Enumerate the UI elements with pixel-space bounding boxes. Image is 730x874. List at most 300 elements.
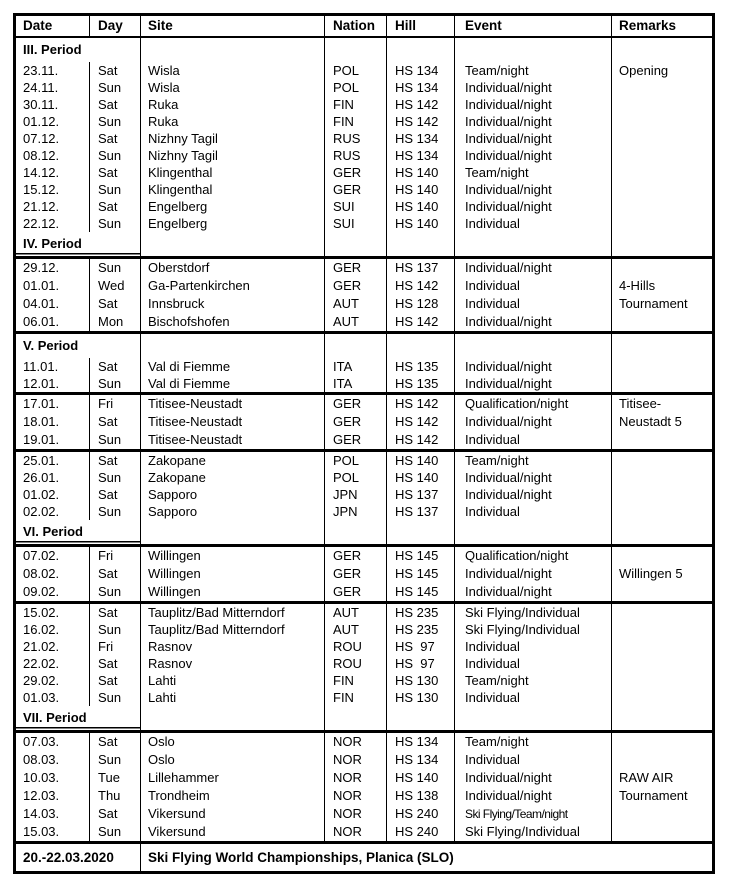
hill-cell: HS 142 (387, 113, 455, 130)
calendar-row (16, 181, 712, 198)
date-cell: 22.02. (16, 655, 90, 672)
nation-cell: GER (325, 413, 387, 431)
event-cell: Individual/night (455, 130, 612, 147)
period-label-row (16, 334, 712, 358)
row-group (16, 604, 712, 706)
day-cell: Sat (90, 565, 141, 583)
date-cell: 12.03. (16, 787, 90, 805)
event-cell (455, 520, 612, 544)
event-cell: Individual/night (455, 181, 612, 198)
date-cell: 25.01. (16, 452, 90, 469)
date-cell: 24.11. (16, 79, 90, 96)
date-cell: 11.01. (16, 358, 90, 375)
nation-cell: RUS (325, 147, 387, 164)
date-cell: 15.03. (16, 823, 90, 841)
day-cell: Sun (90, 689, 141, 706)
remarks-cell: Tournament (619, 296, 688, 311)
date-cell: 06.01. (16, 313, 90, 331)
date-cell: 10.03. (16, 769, 90, 787)
nation-cell: JPN (325, 503, 387, 520)
site-cell: Zakopane (141, 469, 325, 486)
hill-cell: HS 235 (387, 621, 455, 638)
remarks-cell (612, 313, 712, 331)
calendar-row (16, 486, 712, 503)
event-cell: Team/night (455, 452, 612, 469)
remarks-cell (612, 375, 712, 392)
day-cell: Sun (90, 469, 141, 486)
hill-cell: HS 140 (387, 198, 455, 215)
site-cell (141, 334, 325, 358)
hill-cell (387, 706, 455, 730)
date-cell: 21.12. (16, 198, 90, 215)
event-cell: Qualification/night (455, 547, 612, 565)
remarks-cell (612, 358, 712, 375)
hill-cell: HS 145 (387, 583, 455, 601)
site-cell (141, 520, 325, 544)
site-cell: Ruka (141, 96, 325, 113)
calendar-row (16, 583, 712, 601)
calendar-row (16, 733, 712, 751)
site-cell: Sapporo (141, 503, 325, 520)
day-cell: Sun (90, 823, 141, 841)
hill-cell: HS 134 (387, 79, 455, 96)
hill-cell: HS 142 (387, 96, 455, 113)
nation-cell: ROU (325, 638, 387, 655)
header-nation: Nation (325, 16, 387, 36)
date-cell: 26.01. (16, 469, 90, 486)
day-cell: Sat (90, 164, 141, 181)
tournament-box (16, 256, 712, 334)
site-cell: Oberstdorf (141, 259, 325, 277)
event-cell: Individual/night (455, 259, 612, 277)
hill-cell: HS 137 (387, 503, 455, 520)
remarks-cell (612, 689, 712, 706)
calendar-row (16, 259, 712, 277)
date-cell: 01.02. (16, 486, 90, 503)
hill-cell: HS 130 (387, 689, 455, 706)
event-cell: Team/night (455, 164, 612, 181)
header-date: Date (16, 16, 90, 36)
day-cell: Sun (90, 215, 141, 232)
remarks-cell: Titisee- (619, 396, 662, 411)
day-cell: Mon (90, 313, 141, 331)
site-cell: Willingen (141, 583, 325, 601)
event-cell: Individual/night (455, 79, 612, 96)
calendar-row (16, 147, 712, 164)
calendar-row (16, 62, 712, 79)
event-cell: Individual/night (455, 147, 612, 164)
site-cell: Engelberg (141, 215, 325, 232)
site-cell: Willingen (141, 565, 325, 583)
site-cell: Innsbruck (141, 295, 325, 313)
event-cell: Individual/night (455, 565, 612, 583)
remarks-cell (612, 520, 712, 544)
day-cell: Wed (90, 277, 141, 295)
remarks-cell (612, 604, 712, 621)
remarks-cell (612, 232, 712, 256)
date-cell: 18.01. (16, 413, 90, 431)
remarks-cell (612, 655, 712, 672)
hill-cell (387, 232, 455, 256)
remarks-cell (612, 621, 712, 638)
date-cell: 14.12. (16, 164, 90, 181)
remarks-cell (612, 113, 712, 130)
row-group (16, 62, 712, 232)
remarks-cell (612, 164, 712, 181)
header-hill: Hill (387, 16, 455, 36)
site-cell: Sapporo (141, 486, 325, 503)
day-cell: Sat (90, 733, 141, 751)
day-cell: Sun (90, 583, 141, 601)
event-cell: Individual/night (455, 96, 612, 113)
hill-cell: HS 138 (387, 787, 455, 805)
day-cell: Sat (90, 130, 141, 147)
calendar-row (16, 689, 712, 706)
site-cell: Klingenthal (141, 181, 325, 198)
remarks-cell (612, 751, 712, 769)
hill-cell: HS 137 (387, 259, 455, 277)
calendar-row (16, 313, 712, 331)
site-cell: Titisee-Neustadt (141, 431, 325, 449)
date-cell: 23.11. (16, 62, 90, 79)
day-cell: Sat (90, 452, 141, 469)
remarks-cell (612, 181, 712, 198)
event-cell: Individual (455, 431, 612, 449)
site-cell: Vikersund (141, 823, 325, 841)
calendar-row (16, 604, 712, 621)
date-cell: 15.02. (16, 604, 90, 621)
date-cell: 30.11. (16, 96, 90, 113)
date-cell: 01.12. (16, 113, 90, 130)
day-cell: Fri (90, 547, 141, 565)
remarks-cell (612, 96, 712, 113)
calendar-row (16, 452, 712, 469)
period-label-row (16, 38, 712, 62)
remarks-cell (612, 198, 712, 215)
nation-cell: JPN (325, 486, 387, 503)
remarks-cell (612, 503, 712, 520)
tournament-box (16, 544, 712, 604)
remarks-cell (612, 823, 712, 841)
date-cell: 21.02. (16, 638, 90, 655)
date-cell: 08.02. (16, 565, 90, 583)
nation-cell: NOR (325, 805, 387, 823)
nation-cell: POL (325, 62, 387, 79)
day-cell: Sun (90, 181, 141, 198)
event-cell: Ski Flying/Team/night (455, 805, 612, 823)
site-cell: Lillehammer (141, 769, 325, 787)
calendar-row (16, 164, 712, 181)
nation-cell: NOR (325, 769, 387, 787)
period-label: VII. Period (16, 706, 141, 730)
period-label-row (16, 706, 712, 730)
hill-cell: HS 134 (387, 147, 455, 164)
calendar-row (16, 751, 712, 769)
day-cell: Sun (90, 375, 141, 392)
remarks-cell (612, 215, 712, 232)
nation-cell: AUT (325, 295, 387, 313)
date-cell: 22.12. (16, 215, 90, 232)
event-cell: Individual (455, 689, 612, 706)
period-label-row (16, 520, 712, 544)
event-cell: Individual (455, 638, 612, 655)
nation-cell (325, 38, 387, 62)
nation-cell: GER (325, 547, 387, 565)
calendar-row (16, 277, 712, 295)
site-cell: Oslo (141, 751, 325, 769)
hill-cell: HS 145 (387, 565, 455, 583)
site-cell: Klingenthal (141, 164, 325, 181)
day-cell: Sat (90, 358, 141, 375)
calendar-row (16, 503, 712, 520)
calendar-row (16, 805, 712, 823)
nation-cell: GER (325, 431, 387, 449)
date-cell: 07.12. (16, 130, 90, 147)
hill-cell: HS 134 (387, 751, 455, 769)
day-cell: Tue (90, 769, 141, 787)
tournament-box (16, 392, 712, 452)
calendar-row (16, 672, 712, 689)
site-cell (141, 38, 325, 62)
site-cell: Tauplitz/Bad Mitterndorf (141, 604, 325, 621)
site-cell: Trondheim (141, 787, 325, 805)
nation-cell: AUT (325, 313, 387, 331)
event-cell: Individual/night (455, 486, 612, 503)
nation-cell: SUI (325, 198, 387, 215)
event-cell: Individual/night (455, 413, 612, 431)
nation-cell: NOR (325, 787, 387, 805)
site-cell: Tauplitz/Bad Mitterndorf (141, 621, 325, 638)
period-label-row (16, 232, 712, 256)
calendar-row (16, 655, 712, 672)
event-cell: Qualification/night (455, 395, 612, 413)
nation-cell: RUS (325, 130, 387, 147)
site-cell: Rasnov (141, 638, 325, 655)
calendar-row (16, 295, 712, 313)
site-cell: Wisla (141, 79, 325, 96)
nation-cell: FIN (325, 672, 387, 689)
remarks-cell: Neustadt 5 (619, 414, 682, 429)
hill-cell: HS 128 (387, 295, 455, 313)
nation-cell: NOR (325, 751, 387, 769)
event-cell: Individual/night (455, 198, 612, 215)
nation-cell: ITA (325, 375, 387, 392)
site-cell: Ruka (141, 113, 325, 130)
day-cell: Sun (90, 431, 141, 449)
hill-cell: HS 140 (387, 164, 455, 181)
day-cell: Sat (90, 62, 141, 79)
hill-cell: HS 140 (387, 215, 455, 232)
nation-cell: NOR (325, 823, 387, 841)
hill-cell: HS 142 (387, 313, 455, 331)
remarks-cell (612, 79, 712, 96)
calendar-row (16, 113, 712, 130)
site-cell: Bischofshofen (141, 313, 325, 331)
day-cell: Sat (90, 295, 141, 313)
remarks-cell (612, 130, 712, 147)
hill-cell: HS 140 (387, 469, 455, 486)
nation-cell: GER (325, 565, 387, 583)
event-cell: Individual (455, 503, 612, 520)
remarks-cell (612, 547, 712, 565)
event-cell (455, 38, 612, 62)
site-cell (141, 706, 325, 730)
day-cell: Sun (90, 113, 141, 130)
hill-cell: HS 134 (387, 130, 455, 147)
site-cell: Val di Fiemme (141, 358, 325, 375)
championship-row (16, 844, 712, 871)
hill-cell: HS 140 (387, 452, 455, 469)
period-label: V. Period (16, 334, 141, 358)
day-cell: Sun (90, 79, 141, 96)
hill-cell: HS 97 (387, 655, 455, 672)
event-cell: Individual (455, 751, 612, 769)
nation-cell: POL (325, 469, 387, 486)
hill-cell (387, 520, 455, 544)
calendar-row (16, 413, 712, 431)
hill-cell: HS 235 (387, 604, 455, 621)
nation-cell: GER (325, 259, 387, 277)
date-cell: 29.12. (16, 259, 90, 277)
remarks-cell: Opening (619, 63, 669, 78)
nation-cell: FIN (325, 96, 387, 113)
day-cell: Sat (90, 96, 141, 113)
date-cell: 19.01. (16, 431, 90, 449)
hill-cell: HS 97 (387, 638, 455, 655)
header-site: Site (141, 16, 325, 36)
hill-cell: HS 135 (387, 358, 455, 375)
calendar-row (16, 395, 712, 413)
event-cell: Team/night (455, 62, 612, 79)
date-cell: 12.01. (16, 375, 90, 392)
site-cell (141, 232, 325, 256)
event-cell: Individual/night (455, 583, 612, 601)
header-event: Event (455, 16, 612, 36)
period-label: VI. Period (16, 520, 141, 544)
site-cell: Val di Fiemme (141, 375, 325, 392)
event-cell: Individual/night (455, 358, 612, 375)
remarks-cell (612, 638, 712, 655)
calendar-row (16, 358, 712, 375)
calendar-row (16, 638, 712, 655)
hill-cell: HS 240 (387, 823, 455, 841)
nation-cell: GER (325, 181, 387, 198)
date-cell: 04.01. (16, 295, 90, 313)
nation-cell: GER (325, 164, 387, 181)
date-cell: 08.12. (16, 147, 90, 164)
hill-cell: HS 142 (387, 395, 455, 413)
calendar-row (16, 565, 712, 583)
event-cell: Team/night (455, 672, 612, 689)
day-cell: Sat (90, 486, 141, 503)
event-cell: Individual/night (455, 769, 612, 787)
remarks-cell (612, 452, 712, 469)
nation-cell: AUT (325, 621, 387, 638)
date-cell: 29.02. (16, 672, 90, 689)
site-cell: Lahti (141, 672, 325, 689)
site-cell: Engelberg (141, 198, 325, 215)
calendar-row (16, 79, 712, 96)
site-cell: Ga-Partenkirchen (141, 277, 325, 295)
calendar-row (16, 130, 712, 147)
site-cell: Lahti (141, 689, 325, 706)
event-cell (455, 706, 612, 730)
nation-cell (325, 520, 387, 544)
event-cell (455, 334, 612, 358)
remarks-cell (612, 672, 712, 689)
remarks-cell (612, 469, 712, 486)
championship-date-range: 20.-22.03.2020 (16, 844, 141, 871)
date-cell: 01.03. (16, 689, 90, 706)
header-remarks: Remarks (619, 18, 677, 33)
table-header-row (16, 16, 712, 38)
nation-cell: NOR (325, 733, 387, 751)
remarks-cell (612, 147, 712, 164)
remarks-cell (612, 431, 712, 449)
championship-title: Ski Flying World Championships, Planica (SLO) (148, 850, 454, 865)
calendar-row (16, 469, 712, 486)
calendar-row (16, 215, 712, 232)
tournament-box (16, 730, 712, 844)
remarks-cell (612, 334, 712, 358)
calendar-row (16, 431, 712, 449)
event-cell: Individual/night (455, 313, 612, 331)
hill-cell: HS 130 (387, 672, 455, 689)
day-cell: Sat (90, 655, 141, 672)
nation-cell: POL (325, 452, 387, 469)
site-cell: Titisee-Neustadt (141, 395, 325, 413)
date-cell: 16.02. (16, 621, 90, 638)
nation-cell: FIN (325, 113, 387, 130)
site-cell: Nizhny Tagil (141, 147, 325, 164)
row-group (16, 358, 712, 392)
site-cell: Oslo (141, 733, 325, 751)
date-cell: 07.03. (16, 733, 90, 751)
remarks-cell (612, 38, 712, 62)
nation-cell (325, 334, 387, 358)
calendar-row (16, 198, 712, 215)
table-body (16, 38, 712, 844)
date-cell: 14.03. (16, 805, 90, 823)
day-cell: Sat (90, 198, 141, 215)
site-cell: Wisla (141, 62, 325, 79)
ski-jumping-calendar-table (13, 13, 715, 874)
nation-cell: GER (325, 583, 387, 601)
date-cell: 02.02. (16, 503, 90, 520)
date-cell: 07.02. (16, 547, 90, 565)
remarks-cell (612, 583, 712, 601)
event-cell: Individual (455, 655, 612, 672)
period-label: IV. Period (16, 232, 141, 256)
date-cell: 09.02. (16, 583, 90, 601)
event-cell: Ski Flying/Individual (455, 823, 612, 841)
site-cell: Willingen (141, 547, 325, 565)
header-day: Day (90, 16, 141, 36)
remarks-cell: RAW AIR (619, 770, 674, 785)
nation-cell: ROU (325, 655, 387, 672)
day-cell: Sun (90, 751, 141, 769)
event-cell: Individual (455, 215, 612, 232)
remarks-cell: Willingen 5 (619, 566, 683, 581)
calendar-row (16, 621, 712, 638)
event-cell: Individual/night (455, 469, 612, 486)
nation-cell: ITA (325, 358, 387, 375)
hill-cell (387, 38, 455, 62)
event-cell: Ski Flying/Individual (455, 621, 612, 638)
hill-cell: HS 134 (387, 62, 455, 79)
day-cell: Sun (90, 503, 141, 520)
nation-cell: SUI (325, 215, 387, 232)
